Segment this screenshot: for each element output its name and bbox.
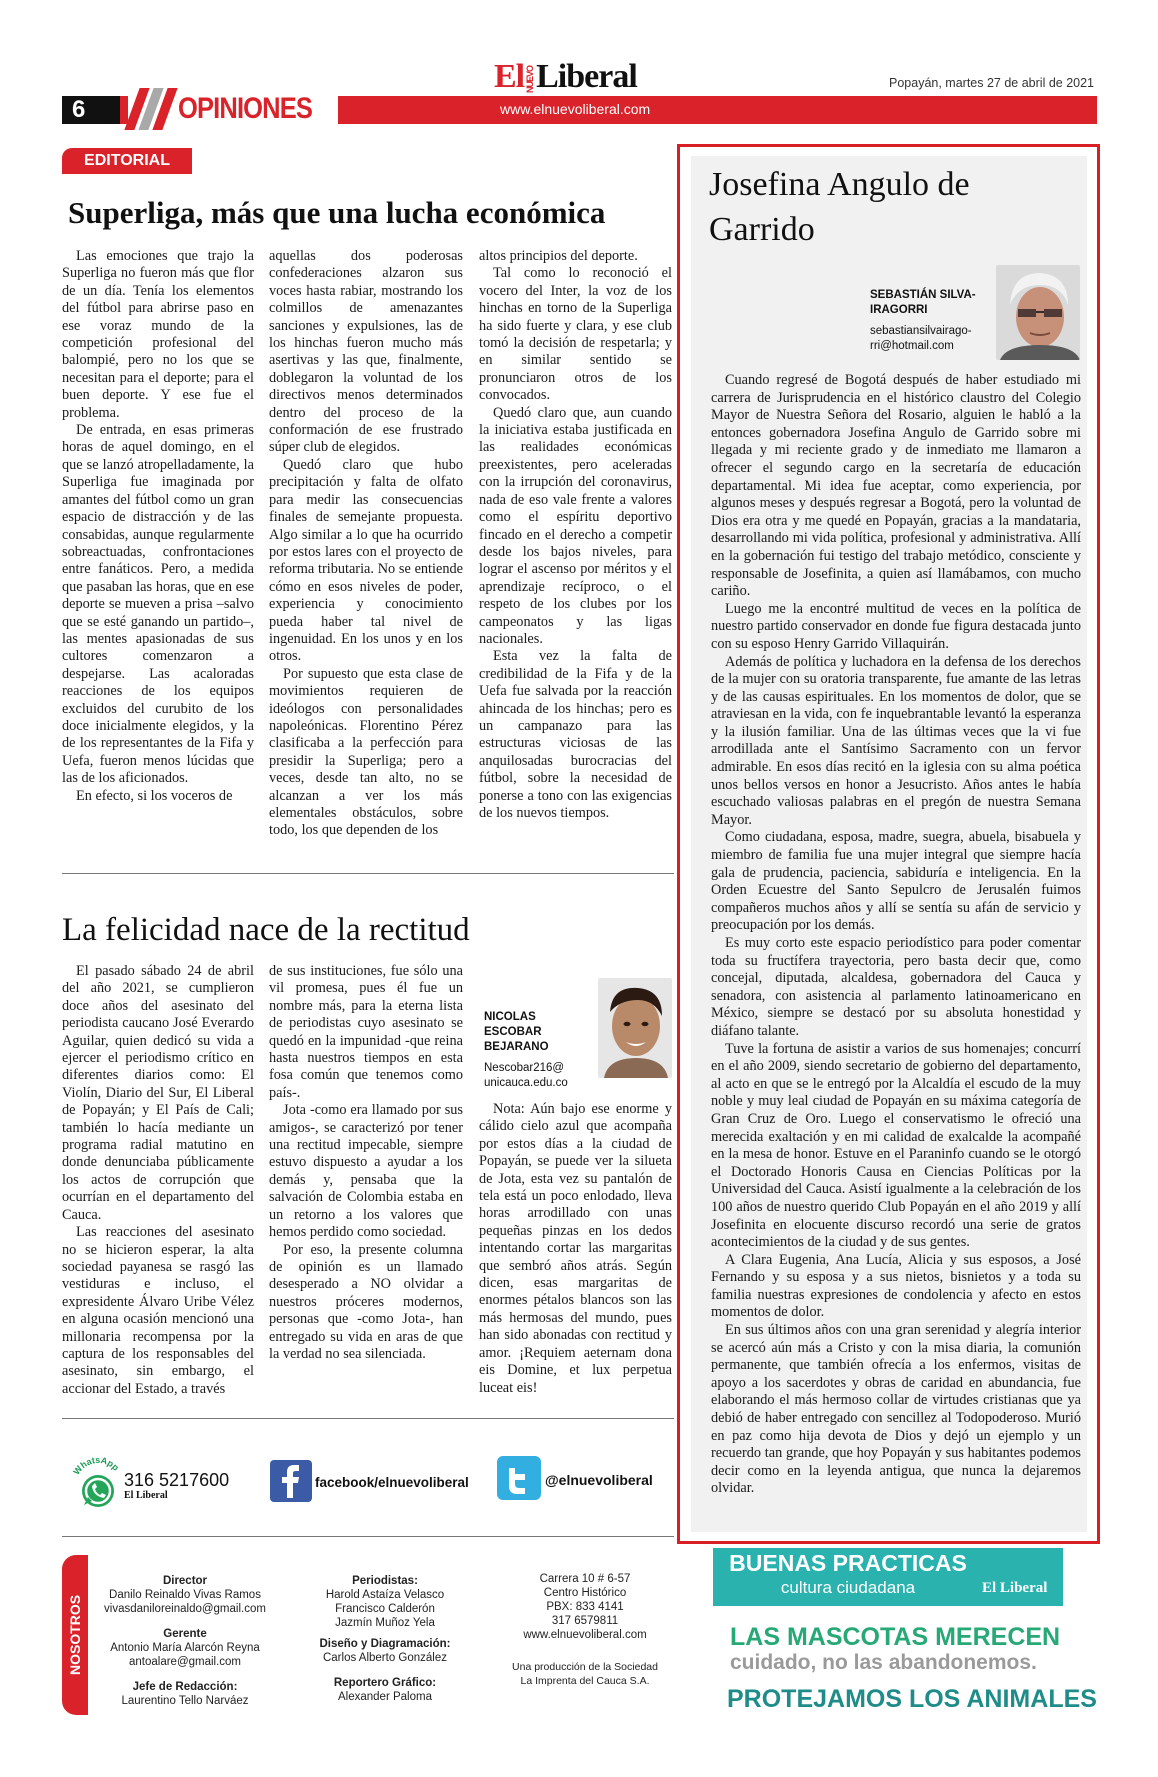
section-title: OPINIONES bbox=[178, 92, 313, 125]
featured-author-name: SEBASTIÁN SILVA- IRAGORRI bbox=[870, 289, 976, 316]
svg-text:WhatsApp: WhatsApp bbox=[71, 1455, 122, 1477]
twitter-handle[interactable]: @elnuevoliberal bbox=[545, 1472, 653, 1488]
author-byline bbox=[484, 1010, 594, 1091]
staff-email[interactable]: vivasdaniloreinaldo@gmail.com bbox=[104, 1603, 266, 1615]
staff-role: Reportero Gráfico: bbox=[333, 1677, 437, 1689]
staff-name: Carlos Alberto González bbox=[322, 1652, 447, 1664]
staff-column-2 bbox=[300, 1570, 470, 1704]
pbx-number[interactable]: PBX: 833 4141 bbox=[546, 1601, 624, 1613]
facebook-handle[interactable]: facebook/elnuevoliberal bbox=[315, 1475, 469, 1490]
address-line: Carrera 10 # 6-57 bbox=[539, 1573, 631, 1585]
staff-name: Jazmín Muñoz Yela bbox=[335, 1617, 435, 1629]
featured-column-title: Josefina Angulo de Garrido bbox=[709, 166, 970, 248]
ad-subtitle: cultura ciudadana bbox=[780, 1578, 916, 1597]
ad-cta: PROTEJAMOS LOS ANIMALES bbox=[727, 1685, 1097, 1713]
author-email[interactable]: Nescobar216@ unicauca.edu.co bbox=[484, 1062, 568, 1089]
staff-name: Danilo Reinaldo Vivas Ramos bbox=[109, 1589, 261, 1601]
article-column-1: El pasado sábado 24 de abril del año 2021, se cumplieron doce años del asesinato del periodista caucano José Everardo Aguilar, quien dedicó su vida a ejercer el periodismo crítico en diferentes diarios como: El Violín, Diario del Sur, El Liberal de Popayán; y El País de Cali; también lo hacía mediante un programa radial matutino en donde denunciaba públicamente los actos de corrupción que ocurrían en el departamento del Cauca. Las reacciones del asesinato no se hicieron esperar, la alta sociedad payanesa se rasgó las vestiduras e incluso, el expresidente Álvaro Uribe Vélez en alguna ocasión mencionó una millonaria recompensa por la captura de los responsables del asesinato, sin embargo, el accionar del Estado, a través bbox=[62, 963, 254, 1397]
staff-name: Laurentino Tello Narváez bbox=[121, 1695, 249, 1707]
author-name: NICOLAS ESCOBAR BEJARANO bbox=[484, 1011, 549, 1053]
website-link[interactable]: www.elnuevoliberal.com bbox=[523, 1629, 647, 1641]
ad-headline: LAS MASCOTAS MERECEN bbox=[730, 1623, 1061, 1651]
editorial-column-3: altos principios del deporte. Tal como lo reconoció el vocero del Inter, la voz de los hinchas en torno de la Superliga ha sido fuerte y clara, y ese club tomó la decisión de respetarla; y en similar sentido se pronunciaron otros de los convocados. Quedó claro que, aun cuando la iniciativa estaba justificada en las realidades económicas preexistentes, pero aceleradas con la irrupción del coronavirus, nada de eso vale frente a valores como el espíritu deportivo fincado en el derecho a competir desde los bajos niveles, para lograr el ascenso por méritos y el aprendizaje recíproco, o el respeto de los clubes por los campeonatos y las ligas nacionales. Esta vez la falta de credibilidad de la Fifa y de la Uefa fue salvada por la reacción ahincada de los hinchas; pero es un campanazo para las estructuras viciosas de las anquilosadas burocracias del fútbol, sobre la necesidad de ponerse a tono con las exigencias de los nuevos tiempos. bbox=[479, 248, 672, 821]
staff-role: Diseño y Diagramación: bbox=[319, 1638, 451, 1650]
page-number: 6 bbox=[62, 96, 120, 124]
featured-author-byline bbox=[870, 288, 990, 354]
contact-column bbox=[500, 1572, 670, 1688]
editorial-column-1: Las emociones que trajo la Superliga no fueron más que flor de un día. Tenía los elementos del fútbol para abrirse paso en ese voraz mundo de la competición profesional del balompié, pero no los que se necesitan para el deporte; para el buen deporte. Y ese fue el problema. De entrada, en esas primeras horas de aquel domingo, en el que se lanzó atropelladamente, la Superliga fue imaginada por amantes del fútbol como un gran espacio de distracción y de las consabidas, aunque regularmente sobreactuadas, confrontaciones entre fanáticos. Pero, a medida que pasaban las horas, que en ese deporte se mueven a prisa –salvo que se esté ganando un partido–, las mentes apasionadas de sus cultores comenzaron a despejarse. Las acaloradas reacciones de los equipos excluidos del curubito de los doce inicialmente elegidos, y la de los representantes de la Fifa y Uefa, fueron menos lúcidas que las de los aficionados. En efecto, si los voceros de bbox=[62, 248, 254, 804]
section-divider bbox=[62, 1536, 674, 1537]
newspaper-logo[interactable]: ElNUEVOLiberal bbox=[494, 58, 637, 95]
staff-email[interactable]: antoalare@gmail.com bbox=[128, 1656, 242, 1668]
facebook-icon[interactable] bbox=[270, 1460, 312, 1507]
staff-name: Harold Astaíza Velasco bbox=[325, 1589, 445, 1601]
featured-column-body: Cuando regresé de Bogotá después de haber estudiado mi carrera de Jurisprudencia en el histórico claustro del Colegio Mayor de Nuestra Señora del Rosario, alguien le habló a la entonces gobernadora Josefina Angulo de Garrido sobre mi llegada y mi reciente grado y de inmediato me llamaron a ofrecer el segundo cargo en la secretaría de educación departamental. Mi idea fue aceptar, como experiencia, por algunos meses y después regresar a Bogotá, pero la voluntad de Dios era otra y me quedé en Popayán, gracias a la mandataria, desarrollando mi vida política, profesional y administrativa. Allí en la gobernación fui testigo del trabajo metódico, consciente y responsable de Josefinita, a quien así llamábamos, con mucho cariño. Luego me la encontré multitud de veces en la política de nuestro partido conservador en donde fue figura destacada junto con su esposo Henry Garrido Villaquirán. Además de política y luchadora en la defensa de los derechos de la mujer con su oratoria transparente, fue amante de las letras y de las causas espirituales. En los momentos de dolor, que se atraviesan en la vida, con fe inquebrantable levantó la esperanza y la ilusión familiar. Una de las últimas veces que la vi fue arrodillada ante el Santísimo Sacramento con un fervor admirable. En esos días recitó en la iglesia con su alma poética unos bellos versos en honor a Jesucristo. Años antes le había escuchado valiosas palabras en el pregón de nuestra Semana Mayor. Como ciudadana, esposa, madre, suegra, abuela, bisabuela y miembro de familia fue una mujer integral que siempre hacía gala de prudencia, paciencia, sabiduría e inteligencia. En la Orden Ecuestre del Santo Sepulcro de Jerusalén fuimos compañeros muchos años y allí se sentía su afán de servicio y preocupación por los demás. Es muy corto este espacio periodístico para poder comentar toda su fructífera trayectoria, pero basta decir que, como concejal, diputada, alcaldesa, gobernadora del Cauca y senadora, con asistencia al parlamento latinoamericano en México, siempre se destacó por su absoluta honestidad y diáfano talante. Tuve la fortuna de asistir a varios de sus homenajes; concurrí en el año 2009, siendo secretario de gobierno del departamento, al acto en que se le entregó por la Alcaldía el escudo de la muy noble y muy leal ciudad de Popayán en su máxima categoría de Gran Cruz de Oro. Luego el conservatismo le ofreció una merecida exaltación y en mi calidad de exalcalde la acompañé en la mesa de honor. Estuve en el Paraninfo cuando se le otorgó el Doctorado Honoris Causa en Ciencias Políticas por la Universidad del Cauca. Asistí igualmente a la celebración de los 100 años de nuestro querido Club Popayán en el año 2019 y allí Josefinita en elocuente discurso recordó una serie de gratos acontecimientos de la ciudad y de sus gentes. A Clara Eugenia, Ana Lucía, Alicia y sus esposos, a José Fernando y su esposa y a sus nietos, bisnietos y a toda su familia nuestras expresiones de condolencia y afecto en estos momentos de dolor. En sus últimos años con una gran serenidad y alegría interior se acercó aún más a Cristo y con la misa diaria, la comunión permanente, que también ofrecía a los enfermos, visitas de apoyo a los sacerdotes y obras de caridad en abundancia, fue elaborando el más hermoso collar de virtudes cristianas que ya debió de haber entregado con sencillez al Todopoderoso. Murió en paz como hija devota de Dios y dejó un ejemplo y un recuerdo tan grande, que hoy Popayán y sus habitantes podemos decir como en la leyenda antigua, que nunca la dejaremos olvidar. bbox=[711, 372, 1081, 1497]
staff-role: Gerente bbox=[163, 1628, 207, 1640]
production-note: La Imprenta del Cauca S.A. bbox=[520, 1675, 650, 1687]
staff-name: Antonio María Alarcón Reyna bbox=[110, 1642, 260, 1654]
article-column-3: Nota: Aún bajo ese enorme y cálido cielo azul que acompaña por estos días a la ciudad de Popayán, se puede ver la silueta de Jota, esta vez su pantalón de tela está un poco enlodado, lleva horas arrodillado con unas pequeñas pinzas en los dedos intentando cortar las margaritas que sembró años atrás. Según dicen, esas margaritas de enormes pétalos blancos son las más hermosas del mundo, pues han sido abonadas con rectitud y amor. ¡Requiem aeternam dona eis Domine, et lux perpetua luceat eis! bbox=[479, 1101, 672, 1396]
staff-column-1 bbox=[100, 1570, 270, 1708]
editorial-column-2: aquellas dos poderosas confederaciones alzaron sus voces hasta rabiar, mostrando los colmillos de amenazantes sanciones y expulsiones, las de los hinchas fueron mucho más asertivas y las que, finalmente, doblegaron la voluntad de los directivos menos determinados dentro del proceso de la conformación de ese frustrado súper club de elegidos. Quedó claro que hubo precipitación y falta de olfato para medir las consecuencias finales de semejante propuesta. Algo similar a lo que ha ocurrido por estos lares con el proyecto de reforma tributaria. No se entiende cómo en esos niveles de poder, experiencia y conocimiento pueda haber tal nivel de ingenuidad. En los unos y en los otros. Por supuesto que esta clase de movimientos requieren de ideólogos con personalidades napoleónicas. Florentino Pérez clasificaba a la perfección para presidir la Superliga; pero a veces, desde tan alto, no se alcanzan a ver los más elementales obstáculos, sobre todo, los que dependen de los bbox=[269, 248, 463, 839]
editorial-title: Superliga, más que una lucha económica bbox=[68, 195, 606, 230]
whatsapp-icon[interactable] bbox=[68, 1455, 128, 1516]
staff-role: Jefe de Redacción: bbox=[132, 1681, 238, 1693]
address-line: Centro Histórico bbox=[543, 1587, 627, 1599]
whatsapp-number[interactable]: 316 5217600 bbox=[124, 1470, 230, 1490]
staff-name: Alexander Paloma bbox=[338, 1691, 432, 1703]
phone-number[interactable]: 317 6579811 bbox=[551, 1615, 619, 1627]
featured-author-email[interactable]: sebastiansilvairago- rri@hotmail.com bbox=[870, 325, 972, 352]
section-divider bbox=[62, 1418, 674, 1419]
staff-role: Periodistas: bbox=[352, 1575, 418, 1587]
site-url[interactable]: www.elnuevoliberal.com bbox=[500, 101, 651, 117]
article-title: La felicidad nace de la rectitud bbox=[62, 912, 470, 948]
ad-tagline: cuidado, no las abandonemos. bbox=[730, 1651, 1037, 1674]
staff-role: Director bbox=[162, 1575, 208, 1587]
footer-tab-label: NOSOTROS bbox=[67, 1594, 83, 1676]
dateline: Popayán, martes 27 de abril de 2021 bbox=[889, 76, 1094, 90]
ad-logo: El Liberal bbox=[982, 1580, 1048, 1596]
section-divider bbox=[62, 873, 674, 874]
article-column-2: de sus instituciones, fue sólo una vil promesa, pues él fue un nombre más, para la eterna lista de periodistas cuyo asesinato se quedó en la impunidad -que reina hasta nuestros tiempos en esta fosa común que tenemos como país-. Jota -como era llamado por sus amigos-, se caracterizó por tener una rectitud impecable, siempre estuvo dispuesto a ayudar a los demás y, pensaba que la salvación de Colombia estaba en un retorno a los valores que hemos perdido como sociedad. Por eso, la presente columna de opinión es un llamado desesperado a NO olvidar a nuestros próceres modernos, personas que -como Jota-, han entregado su vida en aras de que la verdad no sea silenciada. bbox=[269, 963, 463, 1362]
production-note: Una producción de la Sociedad bbox=[512, 1661, 658, 1673]
editorial-tag: EDITORIAL bbox=[62, 148, 192, 174]
featured-author-photo bbox=[996, 265, 1080, 360]
twitter-icon[interactable] bbox=[497, 1456, 541, 1505]
ad-title: BUENAS PRACTICAS bbox=[729, 1550, 967, 1576]
staff-name: Francisco Calderón bbox=[335, 1603, 435, 1615]
author-photo bbox=[598, 978, 672, 1078]
whatsapp-logo: El Liberal bbox=[124, 1490, 168, 1501]
